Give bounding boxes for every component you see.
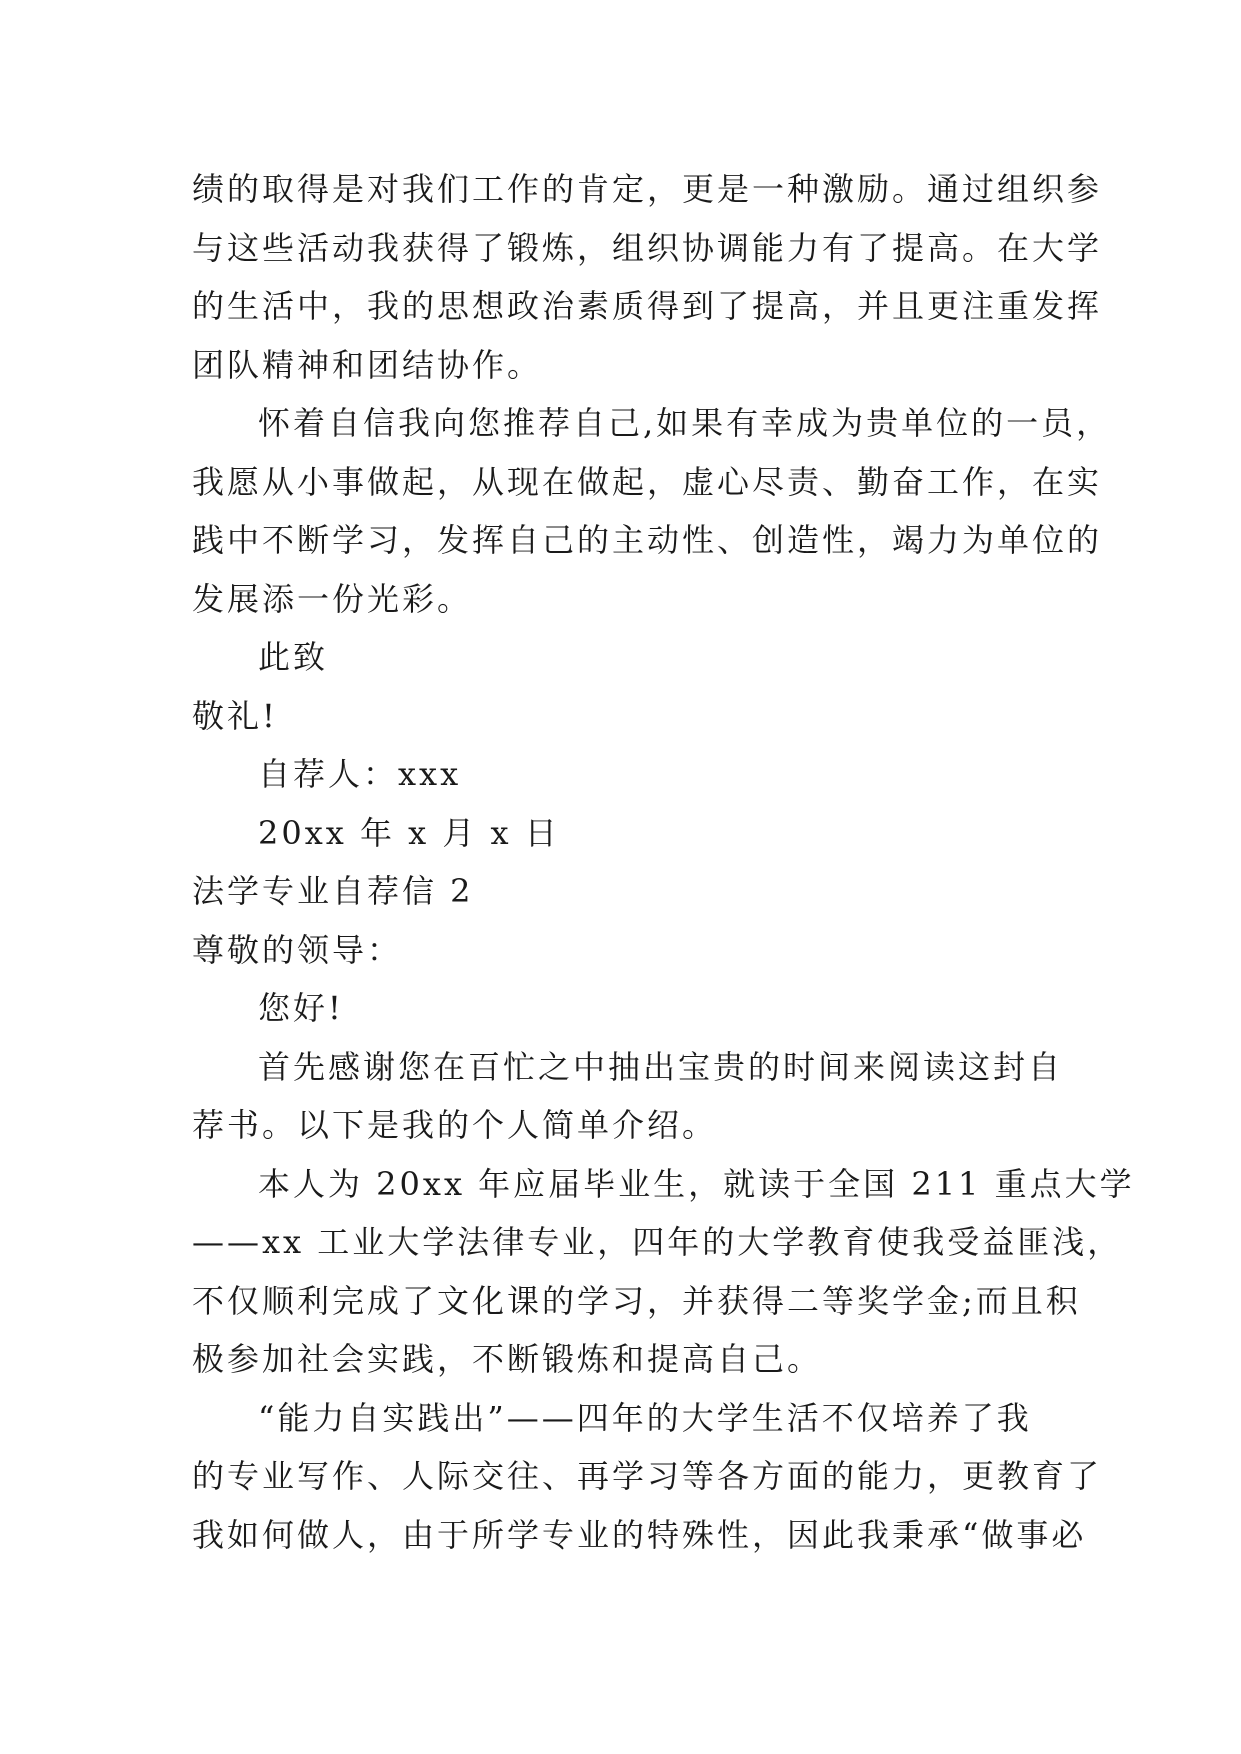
text-line: 发展添一份光彩。 [192, 579, 473, 618]
text-line: 与这些活动我获得了锻炼，组织协调能力有了提高。在大学 [192, 228, 1103, 267]
text-line: 的专业写作、人际交往、再学习等各方面的能力，更教育了 [192, 1457, 1103, 1495]
text-line: 团队精神和团结协作。 [192, 345, 543, 384]
text-line: 法学专业自荐信 2 [192, 872, 474, 910]
text-line: 绩的取得是对我们工作的肯定，更是一种激励。通过组织参 [192, 170, 1103, 208]
text-line: 我愿从小事做起，从现在做起，虚心尽责、勤奋工作，在实 [192, 462, 1103, 501]
text-line: 荐书。以下是我的个人简单介绍。 [192, 1106, 718, 1144]
text-line: 践中不断学习，发挥自己的主动性、创造性，竭力为单位的 [192, 521, 1103, 559]
text-line: 敬礼! [192, 696, 278, 735]
text-line: 极参加社会实践，不断锻炼和提高自己。 [192, 1340, 823, 1378]
document-page [192, 160, 1135, 1564]
text-line: 此致 [258, 638, 329, 676]
text-line: 不仅顺利完成了文化课的学习，并获得二等奖学金;而且积 [192, 1281, 1081, 1320]
text-line: 您好! [258, 989, 344, 1027]
text-line: 本人为 20xx 年应届毕业生，就读于全国 211 重点大学 [258, 1164, 1135, 1203]
text-line: 尊敬的领导： [192, 930, 403, 969]
text-line: 怀着自信我向您推荐自己,如果有幸成为贵单位的一员， [258, 404, 1112, 442]
text-line: 20xx 年 x 月 x 日 [258, 813, 560, 852]
text-line: 首先感谢您在百忙之中抽出宝贵的时间来阅读这封自 [258, 1047, 1064, 1086]
text-line: “能力自实践出”——四年的大学生活不仅培养了我 [258, 1398, 1032, 1437]
text-line: 自荐人：xxx [258, 755, 462, 793]
text-line: 我如何做人，由于所学专业的特殊性，因此我秉承“做事必 [192, 1515, 1087, 1554]
text-line: 的生活中，我的思想政治素质得到了提高，并且更注重发挥 [192, 287, 1103, 325]
text-line: ——xx 工业大学法律专业，四年的大学教育使我受益匪浅， [192, 1223, 1123, 1261]
document-body [192, 160, 1135, 1564]
